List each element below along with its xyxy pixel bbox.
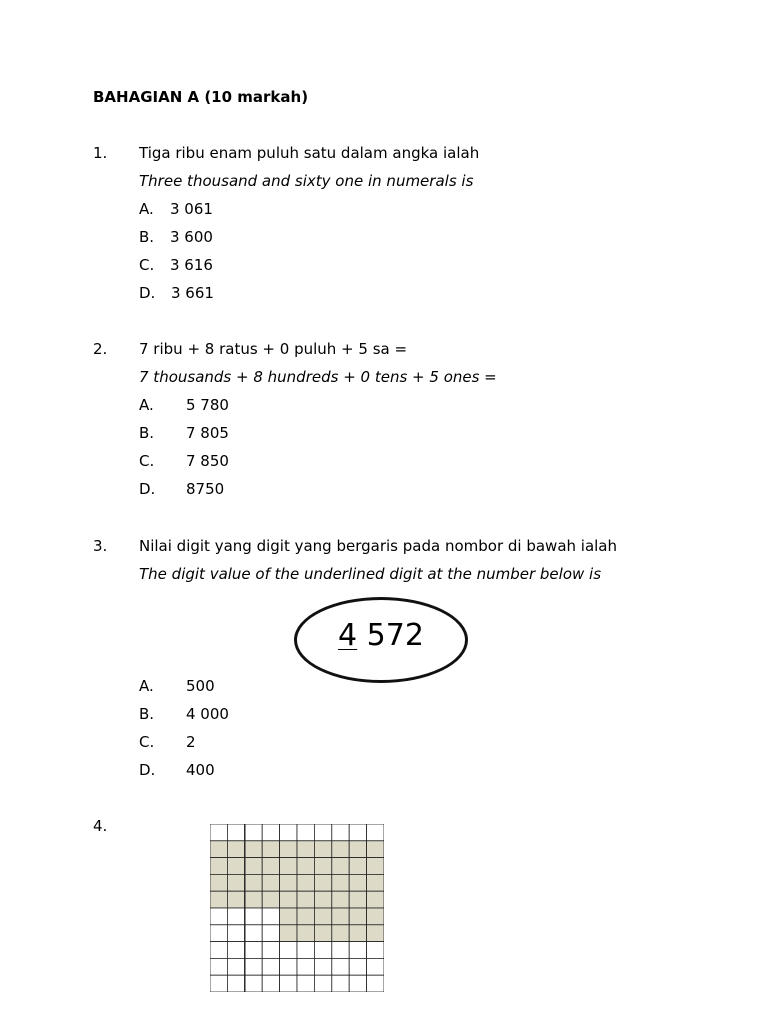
question-number: 2. [93, 340, 108, 358]
grid-cell-shaded [349, 841, 366, 858]
option-letter: D. [139, 480, 156, 498]
option-value: 5 780 [186, 396, 229, 414]
grid-cell-shaded [280, 858, 297, 875]
question-text-malay: 7 ribu + 8 ratus + 0 puluh + 5 sa = [139, 340, 408, 358]
option-letter: D. [139, 761, 156, 779]
grid-cell [210, 908, 227, 925]
grid-cell-shaded [262, 841, 279, 858]
grid-cell [227, 958, 244, 975]
grid-cell [280, 942, 297, 959]
grid-cell-shaded [367, 908, 384, 925]
grid-cell-shaded [297, 841, 314, 858]
grid-cell-shaded [314, 841, 331, 858]
grid-cell [262, 824, 279, 841]
option-letter: A. [139, 677, 154, 695]
option-letter: A. [139, 200, 154, 218]
grid-cell [245, 925, 262, 942]
grid-cell [314, 942, 331, 959]
grid-cell [227, 908, 244, 925]
grid-cell [297, 942, 314, 959]
grid-cell [245, 975, 262, 992]
grid-cell [262, 908, 279, 925]
option-value: 2 [186, 733, 196, 751]
option-value: 7 805 [186, 424, 229, 442]
grid-cell-shaded [332, 874, 349, 891]
grid-cell-shaded [332, 858, 349, 875]
option-value: 3 061 [170, 200, 213, 218]
grid-cell-shaded [297, 874, 314, 891]
grid-cell [332, 942, 349, 959]
grid-cell-shaded [367, 841, 384, 858]
grid-cell [210, 958, 227, 975]
question-number: 3. [93, 537, 108, 555]
option-letter: C. [139, 256, 155, 274]
option-value: 400 [186, 761, 215, 779]
option-value: 7 850 [186, 452, 229, 470]
grid-cell-shaded [349, 925, 366, 942]
option-value: 4 000 [186, 705, 229, 723]
option-value: 8750 [186, 480, 225, 498]
option-letter: C. [139, 452, 155, 470]
question-text-english: Three thousand and sixty one in numerals is [139, 172, 474, 190]
grid-cell [332, 958, 349, 975]
grid-cell-shaded [210, 841, 227, 858]
grid-cell-shaded [349, 858, 366, 875]
option-letter: B. [139, 424, 155, 442]
underlined-digit: 4 [338, 618, 358, 653]
option-letter: D. [139, 284, 156, 302]
grid-cell [210, 824, 227, 841]
grid-cell [245, 942, 262, 959]
grid-cell [245, 958, 262, 975]
hundred-square-grid [210, 824, 384, 992]
grid-cell [210, 942, 227, 959]
grid-cell-shaded [349, 874, 366, 891]
grid-cell [349, 824, 366, 841]
grid-cell [349, 958, 366, 975]
grid-cell [314, 958, 331, 975]
grid-cell [280, 824, 297, 841]
option-letter: A. [139, 396, 154, 414]
option-value: 3 616 [170, 256, 213, 274]
grid-cell-shaded [280, 925, 297, 942]
grid-cell-shaded [297, 908, 314, 925]
grid-cell [227, 925, 244, 942]
grid-cell [227, 942, 244, 959]
grid-cell [227, 975, 244, 992]
grid-cell-shaded [280, 841, 297, 858]
grid-cell-shaded [367, 858, 384, 875]
grid-cell-shaded [262, 891, 279, 908]
option-letter: C. [139, 733, 155, 751]
question-text-english: The digit value of the underlined digit at the number below is [139, 565, 602, 583]
grid-cell [349, 942, 366, 959]
figure-number [294, 616, 468, 656]
grid-cell-shaded [332, 908, 349, 925]
grid-cell [332, 975, 349, 992]
grid-cell [297, 958, 314, 975]
grid-cell-shaded [297, 858, 314, 875]
grid-cell [210, 975, 227, 992]
option-value: 3 600 [170, 228, 213, 246]
grid-cell-shaded [332, 841, 349, 858]
grid-cell-shaded [314, 891, 331, 908]
grid-cell [367, 824, 384, 841]
grid-cell-shaded [332, 925, 349, 942]
grid-cell-shaded [210, 891, 227, 908]
option-value: 3 661 [171, 284, 214, 302]
grid-cell-shaded [262, 858, 279, 875]
grid-cell [262, 942, 279, 959]
question-text-english: 7 thousands + 8 hundreds + 0 tens + 5 ones = [139, 368, 497, 386]
grid-cell [314, 975, 331, 992]
grid-cell-shaded [227, 858, 244, 875]
question-text-malay: Tiga ribu enam puluh satu dalam angka ialah [139, 144, 480, 162]
grid-cell [297, 824, 314, 841]
grid-cell [262, 925, 279, 942]
grid-cell-shaded [314, 908, 331, 925]
grid-cell-shaded [210, 874, 227, 891]
option-value: 500 [186, 677, 215, 695]
grid-cell-shaded [245, 841, 262, 858]
grid-cell-shaded [314, 874, 331, 891]
grid-cell [297, 975, 314, 992]
grid-cell-shaded [210, 858, 227, 875]
grid-cell [262, 975, 279, 992]
grid-cell [245, 824, 262, 841]
grid-cell-shaded [314, 925, 331, 942]
grid-cell-shaded [245, 858, 262, 875]
remaining-digits: 572 [357, 618, 424, 653]
grid-cell-shaded [314, 858, 331, 875]
grid-cell [367, 958, 384, 975]
option-letter: B. [139, 228, 155, 246]
grid-cell-shaded [245, 874, 262, 891]
question-text-malay: Nilai digit yang digit yang bergaris pada nombor di bawah ialah [139, 537, 618, 555]
grid-cell-shaded [227, 891, 244, 908]
grid-cell-shaded [262, 874, 279, 891]
grid-cell-shaded [227, 874, 244, 891]
grid-cell-shaded [245, 891, 262, 908]
question-number: 1. [93, 144, 108, 162]
question-number: 4. [93, 817, 108, 835]
grid-cell-shaded [332, 891, 349, 908]
grid-cell [280, 958, 297, 975]
grid-cell [349, 975, 366, 992]
grid-cell [210, 925, 227, 942]
section-title: BAHAGIAN A (10 markah) [93, 88, 309, 106]
grid-cell [332, 824, 349, 841]
grid-cell-shaded [227, 841, 244, 858]
grid-cell-shaded [367, 874, 384, 891]
grid-cell-shaded [367, 891, 384, 908]
option-letter: B. [139, 705, 155, 723]
grid-cell-shaded [297, 891, 314, 908]
grid-cell [314, 824, 331, 841]
grid-cell [367, 942, 384, 959]
grid-cell [262, 958, 279, 975]
grid-cell [245, 908, 262, 925]
grid-cell [280, 975, 297, 992]
grid-cell-shaded [349, 908, 366, 925]
grid-cell [227, 824, 244, 841]
grid-cell-shaded [349, 891, 366, 908]
grid-cell-shaded [280, 874, 297, 891]
grid-cell [367, 975, 384, 992]
grid-cell-shaded [297, 925, 314, 942]
grid-cell-shaded [280, 908, 297, 925]
grid-cell-shaded [367, 925, 384, 942]
grid-cell-shaded [280, 891, 297, 908]
